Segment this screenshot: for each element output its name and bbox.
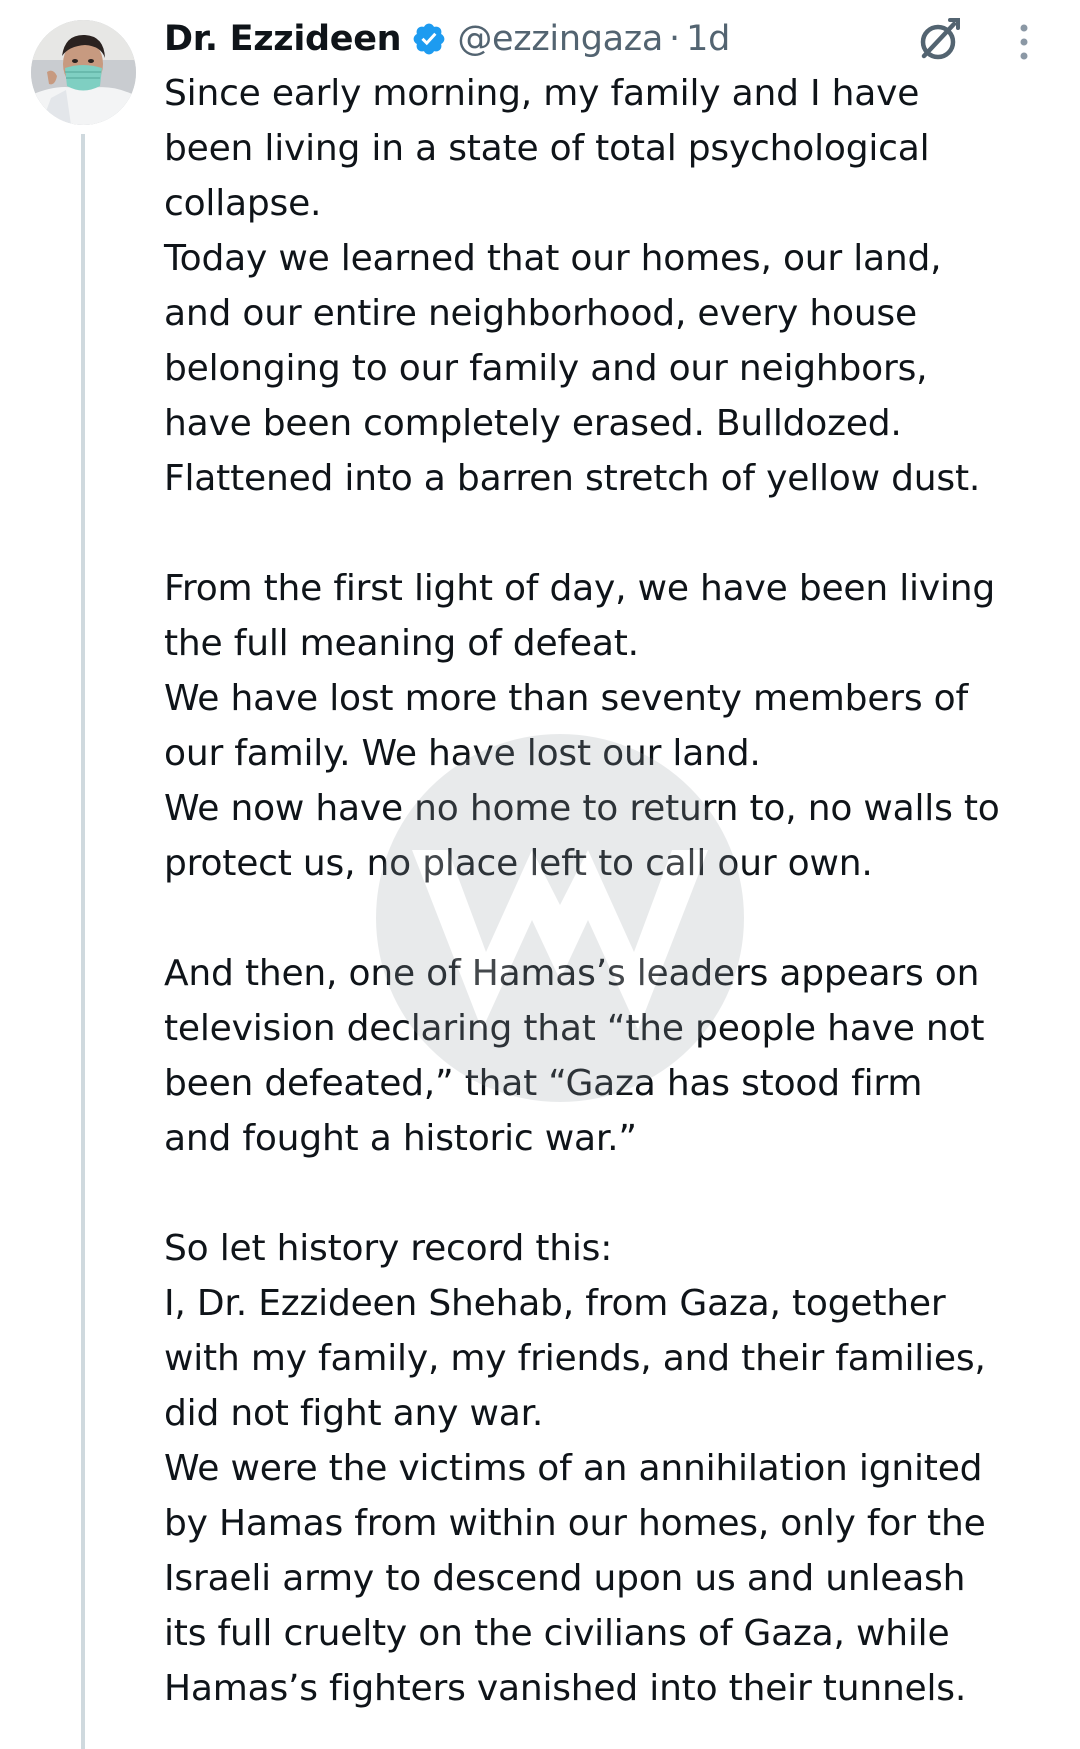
- text-line: protect us, no place left to call our own.: [164, 843, 873, 884]
- separator-dot: ·: [668, 19, 681, 59]
- text-line: its full cruelty on the civilians of Gaza, while: [164, 1613, 950, 1654]
- text-line: by Hamas from within our homes, only for the: [164, 1503, 986, 1544]
- text-line: television declaring that “the people have not: [164, 1008, 985, 1049]
- tweet-header: [164, 10, 730, 68]
- author-handle[interactable]: @ezzingaza: [457, 19, 663, 59]
- paragraph: [164, 946, 1064, 1166]
- text-line: the full meaning of defeat.: [164, 623, 639, 664]
- tweet-text: [164, 66, 1064, 1716]
- text-line: and fought a historic war.”: [164, 1118, 637, 1159]
- avatar[interactable]: [31, 20, 136, 125]
- text-line: and our entire neighborhood, every house: [164, 293, 917, 334]
- text-line: We were the victims of an annihilation ignited: [164, 1448, 983, 1489]
- verified-badge-icon: [411, 21, 447, 57]
- text-line: did not fight any war.: [164, 1393, 544, 1434]
- text-line: our family. We have lost our land.: [164, 733, 761, 774]
- text-line: Since early morning, my family and I have: [164, 73, 920, 114]
- text-line: And then, one of Hamas’s leaders appears on: [164, 953, 980, 994]
- text-line: Flattened into a barren stretch of yellow dust.: [164, 458, 981, 499]
- text-line: been defeated,” that “Gaza has stood firm: [164, 1063, 923, 1104]
- text-line: Hamas’s fighters vanished into their tunnels.: [164, 1668, 967, 1709]
- text-line: have been completely erased. Bulldozed.: [164, 403, 902, 444]
- text-line: So let history record this:: [164, 1228, 613, 1269]
- text-line: From the first light of day, we have been living: [164, 568, 996, 609]
- text-line: with my family, my friends, and their families,: [164, 1338, 986, 1379]
- paragraph: [164, 66, 1064, 506]
- avatar-photo: [31, 20, 136, 125]
- grok-translate-icon[interactable]: [916, 16, 964, 64]
- paragraph: [164, 1221, 1064, 1716]
- text-line: collapse.: [164, 183, 322, 224]
- text-line: We now have no home to return to, no walls to: [164, 788, 1000, 829]
- paragraph-gap: [164, 1166, 1064, 1221]
- text-line: Israeli army to descend upon us and unleash: [164, 1558, 966, 1599]
- thread-line: [81, 134, 85, 1749]
- text-line: Today we learned that our homes, our land,: [164, 238, 942, 279]
- timestamp[interactable]: 1d: [686, 19, 731, 59]
- paragraph-gap: [164, 891, 1064, 946]
- text-line: belonging to our family and our neighbors,: [164, 348, 928, 389]
- paragraph: [164, 561, 1064, 891]
- paragraph-gap: [164, 506, 1064, 561]
- more-vertical-icon[interactable]: [1014, 20, 1034, 64]
- text-line: I, Dr. Ezzideen Shehab, from Gaza, together: [164, 1283, 946, 1324]
- text-line: We have lost more than seventy members of: [164, 678, 968, 719]
- author-name[interactable]: Dr. Ezzideen: [164, 19, 402, 59]
- text-line: been living in a state of total psychological: [164, 128, 930, 169]
